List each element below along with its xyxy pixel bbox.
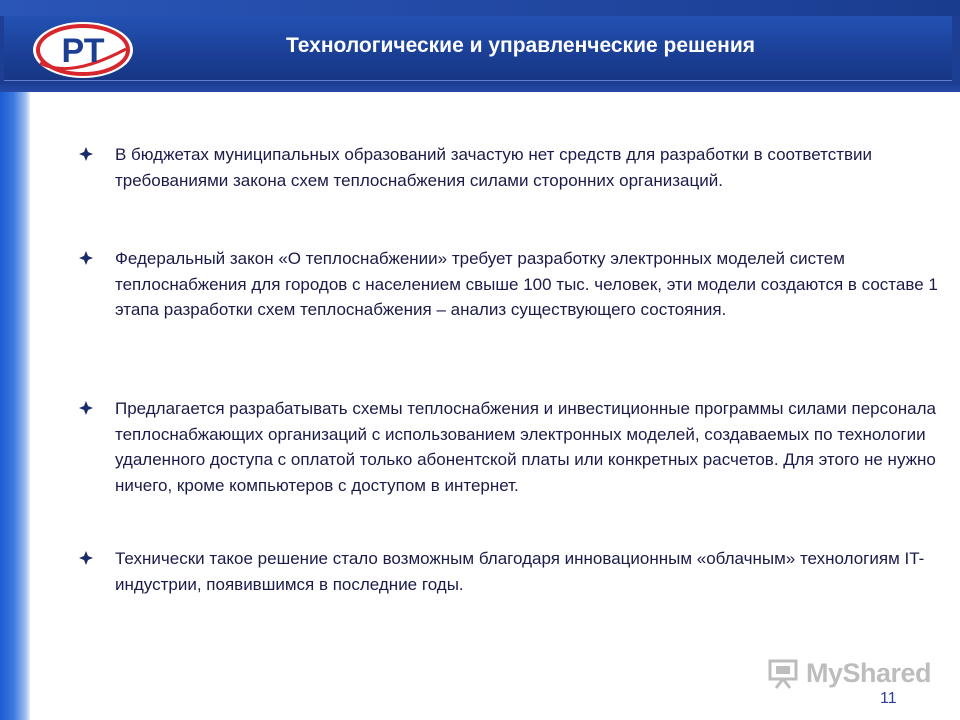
list-item: [78, 246, 945, 323]
diamond-bullet-icon: [78, 146, 94, 162]
diamond-bullet-icon: [78, 550, 94, 566]
bullet-text: Предлагается разрабатывать схемы теплоснабжения и инвестиционные программы силами персонала теплоснабжающих организаций с использованием электронных моделей, создаваемых по технологии удаленного доступа с оплатой только абонентской платы или конкретных расчетов. Для этого не нужно ничего, кроме компьютеров с доступом в интернет.: [115, 399, 936, 495]
diamond-bullet-icon: [78, 400, 94, 416]
list-item: [78, 142, 945, 193]
presentation-icon: [766, 656, 802, 690]
logo-text: РТ: [61, 32, 105, 70]
bullet-text: Технически такое решение стало возможным благодаря инновационным «облачным» технологиям IT-индустрии, появившимся в последние годы.: [115, 549, 925, 594]
company-logo: [30, 19, 136, 81]
list-item: [78, 546, 945, 597]
page-number: 11: [880, 690, 897, 707]
bullet-text: В бюджетах муниципальных образований зачастую нет средств для разработки в соответствии требованиями закона схем теплоснабжения силами сторонних организаций.: [115, 145, 873, 190]
header-top-strip: [0, 0, 960, 16]
page-title: Технологические и управленческие решения: [286, 34, 756, 57]
watermark: [766, 656, 932, 690]
header-bottom-strip: [0, 81, 960, 92]
slide-header: [0, 0, 960, 92]
list-item: [78, 396, 955, 498]
left-accent-bar: [0, 92, 30, 720]
watermark-text: MyShared: [806, 658, 932, 688]
bullet-text: Федеральный закон «О теплоснабжении» требует разработку электронных моделей систем теплоснабжения для городов с населением свыше 100 тыс. человек, эти модели создаются в составе 1 этапа разработки схем теплоснабжения – анализ существующего состояния.: [115, 249, 938, 319]
diamond-bullet-icon: [78, 250, 94, 266]
